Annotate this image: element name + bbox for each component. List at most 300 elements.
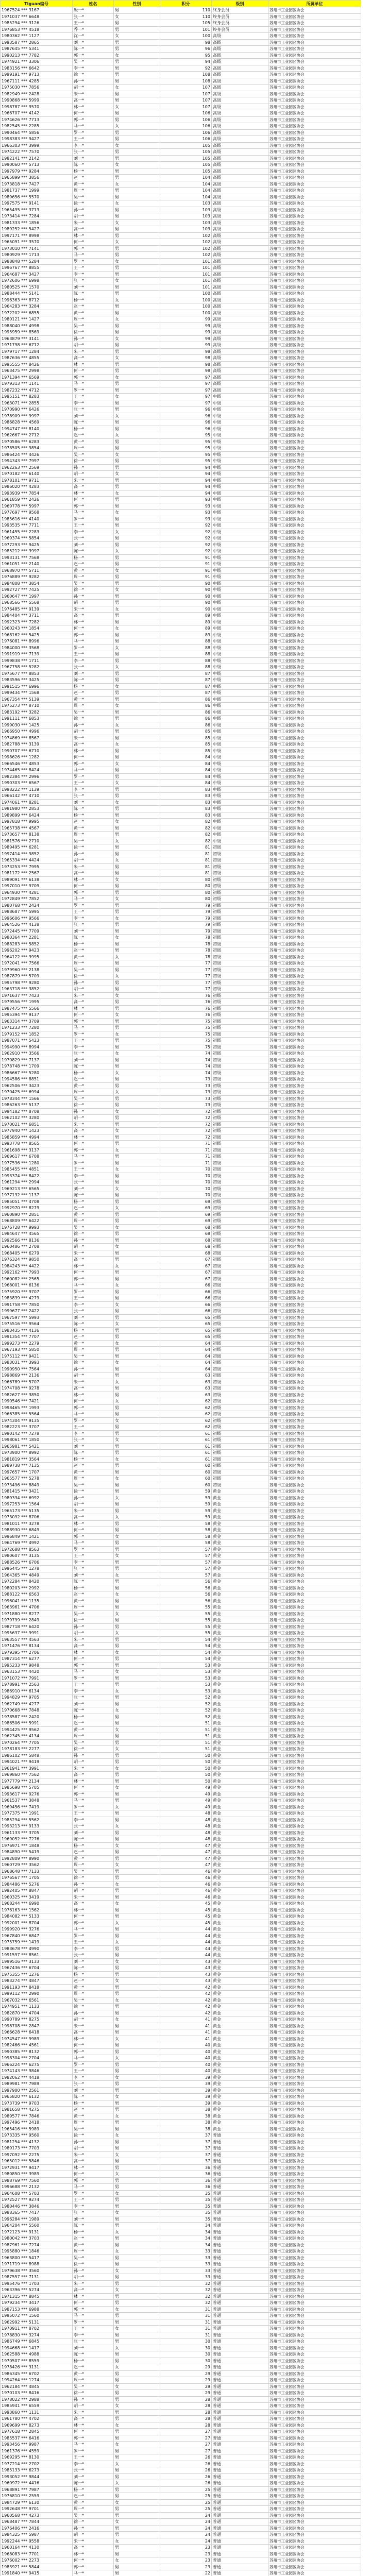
table-row[interactable]: [1, 1907, 361, 1913]
table-row[interactable]: [1, 773, 361, 780]
table-row[interactable]: [1, 2184, 361, 2191]
table-row[interactable]: [1, 394, 361, 400]
table-row[interactable]: [1, 1566, 361, 1572]
table-row[interactable]: [1, 1520, 361, 1527]
table-row[interactable]: [1, 2164, 361, 2171]
table-row[interactable]: [1, 59, 361, 65]
table-row[interactable]: [1, 181, 361, 188]
table-row[interactable]: [1, 696, 361, 703]
table-row[interactable]: [1, 297, 361, 303]
table-row[interactable]: [1, 361, 361, 368]
table-row[interactable]: [1, 2094, 361, 2100]
table-row[interactable]: [1, 381, 361, 387]
table-row[interactable]: [1, 812, 361, 819]
table-row[interactable]: [1, 1527, 361, 1534]
table-row[interactable]: [1, 303, 361, 310]
table-row[interactable]: [1, 84, 361, 91]
table-row[interactable]: [1, 600, 361, 606]
table-row[interactable]: [1, 2255, 361, 2261]
table-row[interactable]: [1, 1939, 361, 1946]
table-row[interactable]: [1, 1218, 361, 1225]
table-row[interactable]: [1, 1920, 361, 1926]
table-row[interactable]: [1, 2448, 361, 2454]
table-row[interactable]: [1, 503, 361, 510]
table-row[interactable]: [1, 1295, 361, 1302]
table-row[interactable]: [1, 2403, 361, 2410]
table-row[interactable]: [1, 1984, 361, 1991]
table-row[interactable]: [1, 2293, 361, 2300]
table-row[interactable]: [1, 335, 361, 342]
table-row[interactable]: [1, 1823, 361, 1830]
table-row[interactable]: [1, 1185, 361, 1192]
table-row[interactable]: [1, 1398, 361, 1405]
table-row[interactable]: [1, 844, 361, 851]
table-row[interactable]: [1, 819, 361, 825]
table-row[interactable]: [1, 471, 361, 478]
column-header[interactable]: 姓名: [73, 1, 114, 7]
table-row[interactable]: [1, 374, 361, 381]
table-row[interactable]: [1, 1334, 361, 1341]
table-row[interactable]: [1, 1154, 361, 1160]
table-row[interactable]: [1, 2023, 361, 2029]
table-row[interactable]: [1, 200, 361, 207]
table-row[interactable]: [1, 1894, 361, 1901]
table-row[interactable]: [1, 857, 361, 864]
table-row[interactable]: [1, 239, 361, 246]
table-row[interactable]: [1, 1082, 361, 1089]
table-row[interactable]: [1, 1836, 361, 1843]
table-row[interactable]: [1, 1707, 361, 1714]
table-row[interactable]: [1, 683, 361, 690]
table-row[interactable]: [1, 1443, 361, 1450]
table-row[interactable]: [1, 1965, 361, 1972]
table-row[interactable]: [1, 142, 361, 149]
table-row[interactable]: [1, 1733, 361, 1740]
table-row[interactable]: [1, 1559, 361, 1566]
table-row[interactable]: [1, 1694, 361, 1701]
table-row[interactable]: [1, 780, 361, 787]
table-row[interactable]: [1, 451, 361, 458]
table-row[interactable]: [1, 1173, 361, 1179]
table-row[interactable]: [1, 863, 361, 870]
table-row[interactable]: [1, 1224, 361, 1231]
table-row[interactable]: [1, 1495, 361, 1501]
table-row[interactable]: [1, 2499, 361, 2506]
table-row[interactable]: [1, 348, 361, 355]
table-row[interactable]: [1, 258, 361, 265]
table-row[interactable]: [1, 1031, 361, 1038]
table-row[interactable]: [1, 973, 361, 980]
table-row[interactable]: [1, 1630, 361, 1637]
table-row[interactable]: [1, 567, 361, 574]
table-row[interactable]: [1, 2248, 361, 2255]
table-row[interactable]: [1, 2551, 361, 2557]
table-row[interactable]: [1, 1643, 361, 1650]
table-row[interactable]: [1, 1669, 361, 1675]
table-row[interactable]: [1, 1688, 361, 1694]
table-row[interactable]: [1, 2396, 361, 2403]
table-row[interactable]: [1, 1025, 361, 1031]
table-row[interactable]: [1, 1759, 361, 1766]
table-row[interactable]: [1, 1507, 361, 1514]
table-row[interactable]: [1, 1018, 361, 1025]
table-row[interactable]: [1, 1095, 361, 1102]
table-row[interactable]: [1, 754, 361, 761]
table-row[interactable]: [1, 1785, 361, 1791]
table-row[interactable]: [1, 722, 361, 728]
table-row[interactable]: [1, 1739, 361, 1746]
table-row[interactable]: [1, 65, 361, 72]
table-row[interactable]: [1, 1817, 361, 1823]
table-row[interactable]: [1, 1746, 361, 1753]
table-row[interactable]: [1, 91, 361, 97]
table-row[interactable]: [1, 1875, 361, 1882]
table-row[interactable]: [1, 2473, 361, 2480]
table-row[interactable]: [1, 52, 361, 59]
table-row[interactable]: [1, 2158, 361, 2165]
table-row[interactable]: [1, 477, 361, 484]
table-row[interactable]: [1, 1244, 361, 1250]
table-row[interactable]: [1, 323, 361, 329]
table-row[interactable]: [1, 522, 361, 529]
table-row[interactable]: [1, 426, 361, 432]
table-row[interactable]: [1, 979, 361, 986]
table-row[interactable]: [1, 342, 361, 349]
table-row[interactable]: [1, 2313, 361, 2319]
table-row[interactable]: [1, 33, 361, 40]
table-row[interactable]: [1, 1791, 361, 1798]
table-row[interactable]: [1, 2068, 361, 2075]
table-row[interactable]: [1, 162, 361, 168]
table-row[interactable]: [1, 915, 361, 922]
table-row[interactable]: [1, 902, 361, 909]
table-row[interactable]: [1, 1952, 361, 1959]
table-row[interactable]: [1, 271, 361, 278]
table-row[interactable]: [1, 1958, 361, 1965]
table-row[interactable]: [1, 677, 361, 684]
table-row[interactable]: [1, 1469, 361, 1476]
table-row[interactable]: [1, 2029, 361, 2036]
table-row[interactable]: [1, 1476, 361, 1482]
table-row[interactable]: [1, 1765, 361, 1772]
column-header[interactable]: 所属单位: [268, 1, 361, 7]
table-row[interactable]: [1, 1430, 361, 1437]
table-row[interactable]: [1, 2383, 361, 2390]
table-row[interactable]: [1, 155, 361, 162]
table-row[interactable]: [1, 1501, 361, 1508]
table-row[interactable]: [1, 1533, 361, 1540]
table-row[interactable]: [1, 1050, 361, 1057]
table-row[interactable]: [1, 1282, 361, 1289]
table-row[interactable]: [1, 1945, 361, 1952]
column-header[interactable]: Tiguan编号: [1, 1, 73, 7]
table-row[interactable]: [1, 1913, 361, 1920]
table-row[interactable]: [1, 670, 361, 677]
table-row[interactable]: [1, 1804, 361, 1810]
table-row[interactable]: [1, 741, 361, 748]
table-row[interactable]: [1, 1598, 361, 1604]
table-row[interactable]: [1, 413, 361, 419]
table-row[interactable]: [1, 2435, 361, 2442]
table-row[interactable]: [1, 1604, 361, 1611]
table-row[interactable]: [1, 2100, 361, 2107]
table-row[interactable]: [1, 1076, 361, 1083]
table-row[interactable]: [1, 1682, 361, 1688]
table-row[interactable]: [1, 2351, 361, 2358]
table-row[interactable]: [1, 2538, 361, 2545]
table-row[interactable]: [1, 2242, 361, 2248]
table-row[interactable]: [1, 1778, 361, 1785]
table-row[interactable]: [1, 1070, 361, 1076]
table-row[interactable]: [1, 1675, 361, 1682]
table-row[interactable]: [1, 2042, 361, 2049]
table-row[interactable]: [1, 175, 361, 181]
table-row[interactable]: [1, 703, 361, 709]
table-row[interactable]: [1, 245, 361, 252]
table-row[interactable]: [1, 1005, 361, 1012]
table-row[interactable]: [1, 2467, 361, 2474]
table-row[interactable]: [1, 1089, 361, 1096]
table-row[interactable]: [1, 1044, 361, 1050]
table-row[interactable]: [1, 1289, 361, 1295]
column-header[interactable]: 积分: [160, 1, 212, 7]
table-row[interactable]: [1, 97, 361, 104]
table-row[interactable]: [1, 889, 361, 896]
table-row[interactable]: [1, 1108, 361, 1115]
table-row[interactable]: [1, 613, 361, 619]
table-row[interactable]: [1, 1166, 361, 1173]
table-row[interactable]: [1, 310, 361, 316]
table-row[interactable]: [1, 1301, 361, 1308]
table-row[interactable]: [1, 1237, 361, 1244]
table-row[interactable]: [1, 194, 361, 200]
table-row[interactable]: [1, 78, 361, 84]
table-row[interactable]: [1, 574, 361, 581]
table-row[interactable]: [1, 316, 361, 323]
table-row[interactable]: [1, 136, 361, 143]
table-row[interactable]: [1, 2171, 361, 2178]
table-row[interactable]: [1, 168, 361, 175]
table-row[interactable]: [1, 580, 361, 587]
table-row[interactable]: [1, 2358, 361, 2364]
table-row[interactable]: [1, 1456, 361, 1463]
table-row[interactable]: [1, 432, 361, 439]
table-row[interactable]: [1, 490, 361, 497]
table-row[interactable]: [1, 2210, 361, 2216]
table-row[interactable]: [1, 1257, 361, 1263]
table-row[interactable]: [1, 786, 361, 793]
table-row[interactable]: [1, 632, 361, 638]
table-row[interactable]: [1, 2300, 361, 2307]
table-row[interactable]: [1, 1991, 361, 1997]
table-row[interactable]: [1, 1424, 361, 1431]
table-row[interactable]: [1, 1579, 361, 1585]
table-row[interactable]: [1, 1701, 361, 1707]
column-header[interactable]: 级别: [212, 1, 268, 7]
table-row[interactable]: [1, 760, 361, 767]
table-row[interactable]: [1, 799, 361, 806]
table-row[interactable]: [1, 1572, 361, 1579]
table-row[interactable]: [1, 2557, 361, 2564]
table-row[interactable]: [1, 1276, 361, 1282]
table-row[interactable]: [1, 947, 361, 954]
table-row[interactable]: [1, 1327, 361, 1334]
table-row[interactable]: [1, 1720, 361, 1727]
table-row[interactable]: [1, 1933, 361, 1939]
table-row[interactable]: [1, 232, 361, 239]
table-row[interactable]: [1, 368, 361, 375]
table-row[interactable]: [1, 2120, 361, 2126]
column-header[interactable]: 性别: [114, 1, 160, 7]
table-row[interactable]: [1, 832, 361, 838]
table-row[interactable]: [1, 284, 361, 291]
table-row[interactable]: [1, 7, 361, 14]
table-row[interactable]: [1, 1585, 361, 1591]
table-row[interactable]: [1, 1997, 361, 2004]
table-row[interactable]: [1, 922, 361, 928]
table-row[interactable]: [1, 1714, 361, 1720]
table-row[interactable]: [1, 838, 361, 844]
table-row[interactable]: [1, 1437, 361, 1444]
table-row[interactable]: [1, 896, 361, 903]
table-row[interactable]: [1, 2145, 361, 2152]
table-row[interactable]: [1, 2390, 361, 2397]
table-row[interactable]: [1, 2036, 361, 2042]
table-row[interactable]: [1, 26, 361, 33]
table-row[interactable]: [1, 935, 361, 941]
table-row[interactable]: [1, 2442, 361, 2448]
table-row[interactable]: [1, 1192, 361, 1199]
table-row[interactable]: [1, 219, 361, 226]
table-row[interactable]: [1, 1308, 361, 1315]
table-row[interactable]: [1, 1971, 361, 1978]
table-row[interactable]: [1, 2139, 361, 2145]
table-row[interactable]: [1, 445, 361, 452]
table-row[interactable]: [1, 1888, 361, 1894]
table-row[interactable]: [1, 2519, 361, 2526]
table-row[interactable]: [1, 1617, 361, 1624]
table-row[interactable]: [1, 1611, 361, 1617]
table-row[interactable]: [1, 1263, 361, 1269]
table-row[interactable]: [1, 2197, 361, 2204]
table-row[interactable]: [1, 1411, 361, 1418]
table-row[interactable]: [1, 1649, 361, 1656]
table-row[interactable]: [1, 1463, 361, 1469]
table-row[interactable]: [1, 2370, 361, 2377]
table-row[interactable]: [1, 2113, 361, 2120]
table-row[interactable]: [1, 883, 361, 890]
table-row[interactable]: [1, 1211, 361, 1218]
table-row[interactable]: [1, 825, 361, 832]
table-row[interactable]: [1, 2048, 361, 2055]
table-row[interactable]: [1, 967, 361, 973]
table-row[interactable]: [1, 1038, 361, 1044]
table-row[interactable]: [1, 188, 361, 194]
table-row[interactable]: [1, 2087, 361, 2094]
table-row[interactable]: [1, 458, 361, 465]
table-row[interactable]: [1, 1926, 361, 1933]
table-row[interactable]: [1, 1160, 361, 1166]
table-row[interactable]: [1, 2081, 361, 2088]
table-row[interactable]: [1, 2177, 361, 2184]
table-row[interactable]: [1, 1340, 361, 1347]
table-row[interactable]: [1, 928, 361, 935]
table-row[interactable]: [1, 265, 361, 272]
table-row[interactable]: [1, 123, 361, 130]
table-row[interactable]: [1, 1752, 361, 1759]
table-row[interactable]: [1, 438, 361, 445]
table-row[interactable]: [1, 1553, 361, 1560]
table-row[interactable]: [1, 651, 361, 658]
table-row[interactable]: [1, 876, 361, 883]
table-row[interactable]: [1, 329, 361, 336]
table-row[interactable]: [1, 406, 361, 413]
table-row[interactable]: [1, 1868, 361, 1875]
table-row[interactable]: [1, 1353, 361, 1360]
table-row[interactable]: [1, 2512, 361, 2519]
table-row[interactable]: [1, 2545, 361, 2551]
table-row[interactable]: [1, 2274, 361, 2281]
table-row[interactable]: [1, 1179, 361, 1186]
table-row[interactable]: [1, 464, 361, 471]
table-row[interactable]: [1, 1392, 361, 1398]
table-row[interactable]: [1, 1404, 361, 1411]
table-row[interactable]: [1, 2319, 361, 2326]
table-row[interactable]: [1, 1134, 361, 1141]
table-row[interactable]: [1, 2338, 361, 2345]
table-row[interactable]: [1, 619, 361, 625]
table-row[interactable]: [1, 1901, 361, 1907]
table-row[interactable]: [1, 2416, 361, 2422]
table-row[interactable]: [1, 2306, 361, 2313]
table-row[interactable]: [1, 1656, 361, 1663]
table-row[interactable]: [1, 1450, 361, 1456]
table-row[interactable]: [1, 2261, 361, 2268]
table-row[interactable]: [1, 516, 361, 522]
table-row[interactable]: [1, 1205, 361, 1212]
table-row[interactable]: [1, 716, 361, 722]
table-row[interactable]: [1, 999, 361, 1006]
table-row[interactable]: [1, 2454, 361, 2461]
table-row[interactable]: [1, 870, 361, 877]
table-row[interactable]: [1, 1314, 361, 1321]
table-row[interactable]: [1, 226, 361, 233]
table-row[interactable]: [1, 1772, 361, 1778]
table-row[interactable]: [1, 1978, 361, 1985]
table-row[interactable]: [1, 748, 361, 754]
table-row[interactable]: [1, 497, 361, 503]
table-row[interactable]: [1, 1128, 361, 1134]
table-row[interactable]: [1, 510, 361, 516]
table-row[interactable]: [1, 690, 361, 697]
table-row[interactable]: [1, 1842, 361, 1849]
table-row[interactable]: [1, 2409, 361, 2416]
table-row[interactable]: [1, 291, 361, 297]
table-row[interactable]: [1, 278, 361, 284]
table-row[interactable]: [1, 2010, 361, 2016]
table-row[interactable]: [1, 213, 361, 220]
table-row[interactable]: [1, 709, 361, 716]
table-row[interactable]: [1, 1102, 361, 1109]
table-row[interactable]: [1, 1360, 361, 1366]
table-row[interactable]: [1, 909, 361, 916]
table-row[interactable]: [1, 1347, 361, 1353]
table-row[interactable]: [1, 252, 361, 259]
table-row[interactable]: [1, 46, 361, 53]
table-row[interactable]: [1, 1662, 361, 1669]
table-row[interactable]: [1, 561, 361, 568]
table-row[interactable]: [1, 1855, 361, 1862]
